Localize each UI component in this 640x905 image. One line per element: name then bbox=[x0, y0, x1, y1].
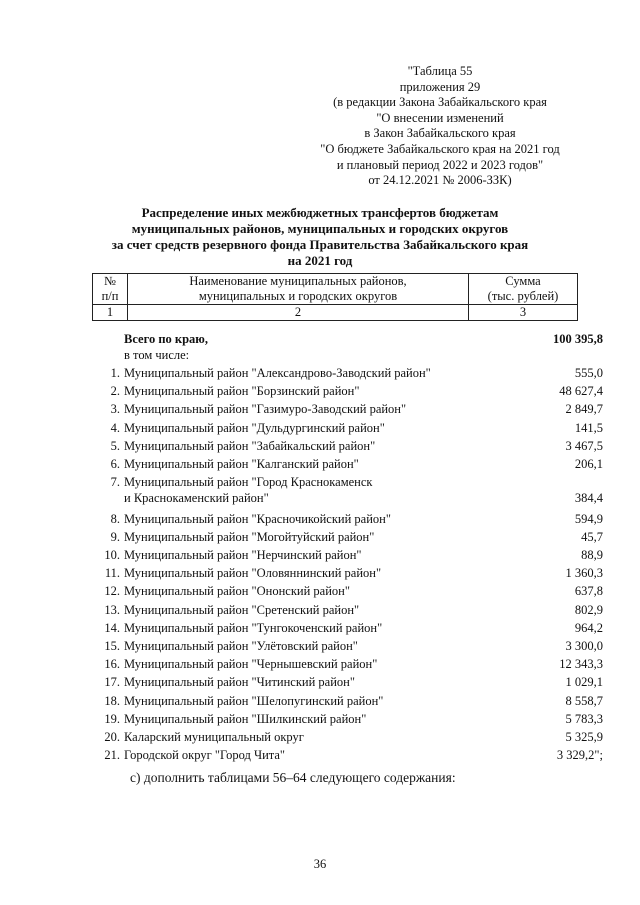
row-name: Муниципальный район "Газимуро-Заводский район" bbox=[124, 402, 407, 417]
row-value: 1 029,1 bbox=[565, 675, 603, 690]
col-index: 3 bbox=[469, 305, 578, 321]
row-value: 45,7 bbox=[581, 529, 603, 544]
row-name: Муниципальный район "Город Краснокаменск и Краснокаменский район" bbox=[124, 475, 373, 506]
total-value: 100 395,8 bbox=[553, 332, 603, 346]
row-number: 19. bbox=[104, 711, 120, 726]
header-line: (в редакции Закона Забайкальского края bbox=[333, 95, 547, 110]
table-row bbox=[98, 674, 603, 692]
row-value: 12 343,3 bbox=[559, 657, 603, 672]
table-row bbox=[98, 638, 603, 656]
row-value: 5 783,3 bbox=[565, 711, 603, 726]
row-name: Муниципальный район "Дульдургинский район" bbox=[124, 420, 385, 435]
row-number: 16. bbox=[104, 657, 120, 672]
table-row bbox=[98, 401, 603, 419]
col-index: 2 bbox=[128, 305, 469, 321]
title-line: Распределение иных межбюджетных трансфертов бюджетам bbox=[141, 205, 499, 220]
table-row bbox=[98, 583, 603, 601]
row-name: Муниципальный район "Могойтуйский район" bbox=[124, 529, 375, 544]
row-number: 12. bbox=[104, 584, 120, 599]
row-name: Муниципальный район "Тунгокоченский район" bbox=[124, 620, 383, 635]
table-row bbox=[98, 365, 603, 383]
row-value: 802,9 bbox=[574, 602, 603, 617]
header-line: от 24.12.2021 № 2006-ЗЗК) bbox=[368, 173, 512, 188]
row-name: Муниципальный район "Александрово-Заводский район" bbox=[124, 366, 431, 380]
row-name: Муниципальный район "Калганский район" bbox=[124, 457, 359, 471]
table-row bbox=[98, 729, 603, 747]
row-value: 594,9 bbox=[574, 511, 603, 526]
row-name: Муниципальный район "Сретенский район" bbox=[124, 602, 360, 617]
row-name: Муниципальный район "Чернышевский район" bbox=[124, 657, 378, 672]
row-number: 1. bbox=[110, 366, 120, 380]
row-number: 17. bbox=[104, 675, 120, 690]
row-name: Муниципальный район "Красночикойский район" bbox=[124, 511, 391, 526]
table-header bbox=[92, 273, 578, 321]
row-number: 8. bbox=[110, 511, 120, 526]
table-row bbox=[98, 656, 603, 674]
header-line: и плановый период 2022 и 2023 годов" bbox=[336, 157, 544, 172]
row-number: 13. bbox=[104, 602, 120, 617]
page-number: 36 bbox=[313, 857, 327, 871]
row-name: Муниципальный район "Борзинский район" bbox=[124, 384, 360, 399]
row-number: 9. bbox=[110, 529, 120, 544]
table-reference-header bbox=[300, 64, 580, 189]
row-name: Муниципальный район "Улётовский район" bbox=[124, 639, 358, 653]
table-row bbox=[98, 511, 603, 529]
header-line: приложения 29 bbox=[399, 79, 481, 94]
row-value: 3 300,0 bbox=[565, 639, 603, 653]
title-line: за счет средств резервного фонда Правительства Забайкальского края bbox=[111, 237, 529, 252]
header-line: "Таблица 55 bbox=[407, 64, 473, 78]
row-value: 141,5 bbox=[574, 420, 603, 435]
row-name: Каларский муниципальный округ bbox=[124, 730, 304, 744]
row-number: 20. bbox=[104, 730, 120, 744]
subtitle-label: в том числе: bbox=[124, 348, 190, 362]
row-value: 88,9 bbox=[581, 548, 603, 562]
header-line: в Закон Забайкальского края bbox=[364, 126, 516, 141]
subtitle-row bbox=[98, 347, 603, 365]
total-label: Всего по краю, bbox=[124, 332, 208, 346]
row-number: 15. bbox=[104, 639, 120, 653]
title-line: на 2021 год bbox=[287, 253, 353, 268]
row-name: Муниципальный район "Читинский район" bbox=[124, 675, 355, 690]
row-name: Муниципальный район "Забайкальский район" bbox=[124, 438, 376, 453]
row-number: 3. bbox=[110, 402, 120, 417]
title-line: муниципальных районов, муниципальных и городских округов bbox=[131, 221, 509, 236]
row-name: Муниципальный район "Нерчинский район" bbox=[124, 548, 362, 562]
table-row bbox=[98, 711, 603, 729]
row-name: Муниципальный район "Шелопугинский район" bbox=[124, 693, 384, 708]
row-value: 5 325,9 bbox=[565, 730, 603, 744]
col-number-header: № п/п bbox=[93, 274, 128, 305]
row-value: 2 849,7 bbox=[565, 402, 603, 417]
row-number: 21. bbox=[104, 748, 120, 763]
row-name: Городской округ "Город Чита" bbox=[124, 748, 286, 763]
table-row bbox=[98, 547, 603, 565]
col-sum-header: Сумма (тыс. рублей) bbox=[469, 274, 578, 305]
table-row bbox=[98, 602, 603, 620]
amendment-text: с) дополнить таблицами 56–64 следующего содержания: bbox=[130, 770, 456, 785]
row-value: 48 627,4 bbox=[559, 384, 603, 399]
row-name: Муниципальный район "Оловяннинский район" bbox=[124, 566, 382, 581]
row-value: 206,1 bbox=[574, 457, 603, 471]
col-index: 1 bbox=[93, 305, 128, 321]
document-title bbox=[90, 205, 550, 269]
row-value: 964,2 bbox=[574, 620, 603, 635]
table-row bbox=[98, 529, 603, 547]
row-value: 637,8 bbox=[574, 584, 603, 599]
row-number: 18. bbox=[104, 693, 120, 708]
row-value: 3 329,2"; bbox=[556, 748, 603, 763]
row-number: 14. bbox=[104, 620, 120, 635]
row-name: Муниципальный район "Ононский район" bbox=[124, 584, 350, 599]
col-name-header: Наименование муниципальных районов, муниципальных и городских округов bbox=[128, 274, 469, 305]
table-row bbox=[98, 747, 603, 765]
row-value: 8 558,7 bbox=[565, 693, 603, 708]
row-value: 555,0 bbox=[574, 366, 603, 380]
table-row bbox=[98, 420, 603, 438]
row-number: 11. bbox=[104, 566, 120, 581]
row-value: 3 467,5 bbox=[565, 438, 603, 453]
row-number: 7. bbox=[110, 475, 120, 490]
row-name: Муниципальный район "Шилкинский район" bbox=[124, 711, 367, 726]
row-value: 384,4 bbox=[574, 491, 603, 506]
table-row bbox=[98, 693, 603, 711]
row-number: 10. bbox=[104, 548, 120, 562]
table-row bbox=[98, 474, 603, 508]
row-number: 6. bbox=[110, 457, 120, 471]
row-number: 5. bbox=[110, 438, 120, 453]
table-row bbox=[98, 383, 603, 401]
header-line: "О бюджете Забайкальского края на 2021 год bbox=[320, 141, 560, 156]
table-row bbox=[98, 438, 603, 456]
header-line: "О внесении изменений bbox=[376, 110, 504, 125]
row-number: 4. bbox=[110, 420, 120, 435]
row-number: 2. bbox=[110, 384, 120, 399]
table-row bbox=[98, 565, 603, 583]
table-row bbox=[98, 620, 603, 638]
row-value: 1 360,3 bbox=[565, 566, 603, 581]
table-row bbox=[98, 456, 603, 474]
